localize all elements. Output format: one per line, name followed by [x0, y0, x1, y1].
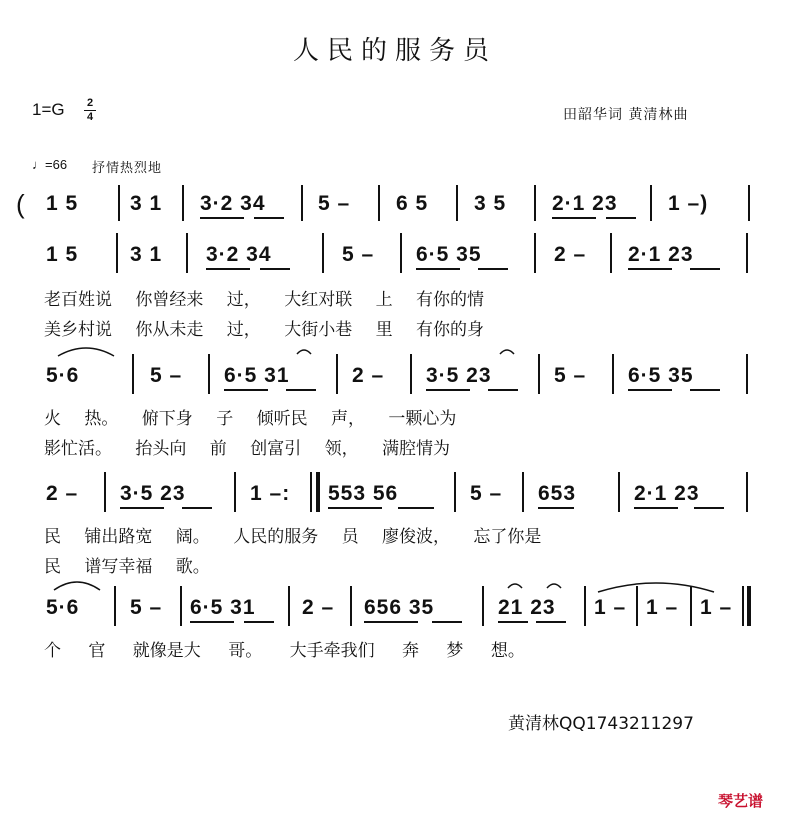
lyric-line: 火 热。 俯下身 子 倾听民 声， 一颗心为 — [44, 409, 457, 429]
measure: 3·2 34 — [206, 243, 272, 266]
time-signature-numerator: 2 — [86, 97, 94, 109]
author-contact: 黄清林QQ1743211297 — [508, 714, 694, 734]
measure: 5·6 — [46, 364, 80, 387]
site-logo: 琴艺谱 — [718, 792, 764, 810]
measure: 3·2 34 — [200, 192, 266, 215]
staff-row-1 — [0, 233, 790, 343]
measure: 5·6 — [46, 596, 80, 619]
measure: 2 – — [302, 596, 335, 619]
credits: 田韶华词 黄清林曲 — [563, 107, 689, 123]
tempo-marking: ♩=66 — [32, 157, 68, 172]
measure: 5 – — [130, 596, 163, 619]
measure: 6·5 31 — [190, 596, 256, 619]
measure: 5 – — [342, 243, 375, 266]
measure: 5 – — [470, 482, 503, 505]
lyric-line: 影忙活。 抬头向 前 创富引 领， 满腔情为 — [44, 439, 451, 459]
measure: 3·5 23 — [426, 364, 492, 387]
measure: 1 –) — [668, 192, 709, 215]
measure: 2 – — [46, 482, 79, 505]
time-signature-denominator: 4 — [86, 111, 94, 123]
measure: 6 5 — [396, 192, 429, 215]
measure: 5 – — [554, 364, 587, 387]
lyric-line: 老百姓说 你曾经来 过， 大红对联 上 有你的情 — [44, 290, 485, 310]
measure: 3 5 — [474, 192, 507, 215]
measure: 1 – — [700, 596, 733, 619]
measure: 2·1 23 — [552, 192, 618, 215]
lyric-line: 美乡村说 你从未走 过， 大街小巷 里 有你的身 — [44, 320, 485, 340]
staff-row-2 — [0, 350, 790, 470]
lyric-line: 个 官 就像是大 哥。 大手牵我们 奔 梦 想。 — [44, 641, 525, 661]
measure: 553 56 — [328, 482, 399, 505]
intro-open-paren: ( — [16, 189, 26, 219]
measure: 1 – — [646, 596, 679, 619]
measure: 6·5 35 — [628, 364, 694, 387]
time-signature — [84, 98, 96, 123]
key-signature: 1=G — [32, 100, 65, 119]
measure: 2 – — [352, 364, 385, 387]
staff-row-intro — [0, 185, 790, 225]
song-title: 人民的服务员 — [292, 36, 497, 66]
measure: 6·5 35 — [416, 243, 482, 266]
staff-row-4 — [0, 580, 790, 670]
lyric-line: 民 谱写幸福 歌。 — [44, 557, 210, 577]
measure: 3·5 23 — [120, 482, 186, 505]
measure: 5 – — [150, 364, 183, 387]
measure: 1 – — [594, 596, 627, 619]
lyric-line: 民 铺出路宽 阔。 人民的服务 员 廖俊波， 忘了你是 — [44, 527, 542, 547]
measure: 1 5 — [46, 192, 79, 215]
staff-row-3 — [0, 470, 790, 580]
measure: 1 –: — [250, 482, 291, 505]
measure: 2·1 23 — [628, 243, 694, 266]
measure: 653 — [538, 482, 577, 505]
measure: 3 1 — [130, 192, 163, 215]
measure: 5 – — [318, 192, 351, 215]
measure: 656 35 — [364, 596, 435, 619]
measure: 21 23 — [498, 596, 556, 619]
expression-marking: 抒情热烈地 — [92, 161, 163, 176]
measure: 2·1 23 — [634, 482, 700, 505]
measure: 2 – — [554, 243, 587, 266]
measure: 6·5 31 — [224, 364, 290, 387]
measure: 1 5 — [46, 243, 79, 266]
measure: 3 1 — [130, 243, 163, 266]
